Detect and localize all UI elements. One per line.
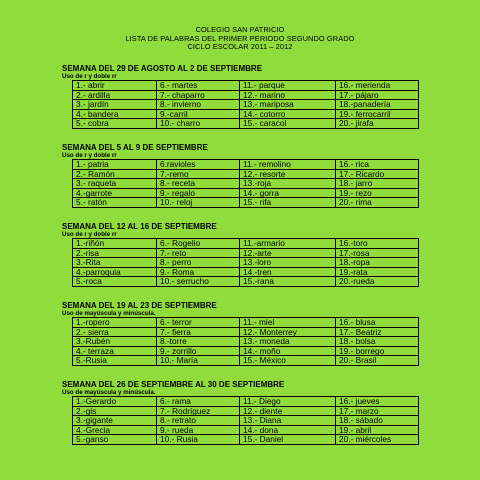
word-cell: 6.ravioles [157, 160, 240, 170]
word-cell: 7.-remo [157, 169, 240, 179]
word-cell: 7.- chaparro [157, 90, 240, 100]
word-cell: 19.- ferrocarril [336, 109, 419, 119]
table-row [73, 179, 419, 189]
school-name: COLEGIO SAN PATRICIO [195, 25, 285, 34]
word-cell: 7.- fierra [157, 327, 240, 337]
word-cell: 20.- rima [336, 198, 419, 208]
word-cell: 17.- Beatriz [336, 327, 419, 337]
word-cell: 11.- miel [240, 318, 336, 328]
word-cell: 5.- ratón [73, 198, 157, 208]
word-cell: 17.- pájaro [336, 90, 419, 100]
word-cell: 1.-riñón [73, 239, 157, 249]
word-cell: 7.- reto [157, 248, 240, 258]
word-cell: 16.- jueves [336, 397, 419, 407]
word-cell: 13.- mariposa [240, 100, 336, 110]
table-row [73, 90, 419, 100]
word-cell: 16.- rica [336, 160, 419, 170]
table-row [73, 267, 419, 277]
word-cell: 9.- rueda [157, 425, 240, 435]
word-table [72, 396, 419, 445]
word-cell: 4.- bandera [73, 109, 157, 119]
word-cell: 1.- abrir [73, 81, 157, 91]
word-cell: 14.- gorra [240, 188, 336, 198]
word-cell: 16.- merienda [336, 81, 419, 91]
word-cell: 11.- parque [240, 81, 336, 91]
school-cycle: CICLO ESCOLAR 2011 – 2012 [187, 42, 293, 52]
word-cell: 18.- sábado [336, 416, 419, 426]
word-cell: 12.- Monterrey [240, 327, 336, 337]
word-table [72, 159, 419, 208]
word-cell: 10.- reloj [157, 198, 240, 208]
word-cell: 2.- ardilla [73, 90, 157, 100]
word-cell: 4.- terraza [73, 346, 157, 356]
word-cell: 2.-gis [73, 406, 157, 416]
word-cell: 4.-parroquia [73, 267, 157, 277]
word-cell: 20.- jirafa [336, 119, 419, 129]
word-cell: 6.- Rogelio [157, 239, 240, 249]
word-cell: 3.- raqueta [73, 179, 157, 189]
table-row [73, 337, 419, 347]
table-row [73, 277, 419, 287]
table-row [73, 327, 419, 337]
word-cell: 10.- serrucho [157, 277, 240, 287]
table-row [73, 258, 419, 268]
word-cell: 10.- charro [157, 119, 240, 129]
word-cell: 6.- terror [157, 318, 240, 328]
word-cell: 14.-tren [240, 267, 336, 277]
week-subtitle: Uso de r y doble rr [62, 152, 117, 159]
word-cell: 15.-rana [240, 277, 336, 287]
week-title: SEMANA DEL 19 AL 23 DE SEPTIEMBRE [62, 301, 217, 310]
table-row [73, 169, 419, 179]
week-section [62, 380, 422, 445]
word-cell: 5.-roca [73, 277, 157, 287]
word-cell: 2.- sierra [73, 327, 157, 337]
word-cell: 8.- retrato [157, 416, 240, 426]
word-cell: 8.-torre [157, 337, 240, 347]
word-cell: 17.- marzo [336, 406, 419, 416]
word-cell: 4.-Grecia [73, 425, 157, 435]
word-cell: 11.- Diego [240, 397, 336, 407]
word-cell: 16.- blusa [336, 318, 419, 328]
week-title: SEMANA DEL 29 DE AGOSTO AL 2 DE SEPTIEMBRE [62, 64, 263, 73]
word-cell: 3.-gigante [73, 416, 157, 426]
word-cell: 15.- México [240, 356, 336, 366]
week-subtitle: Uso de r y doble rr [62, 73, 117, 80]
word-cell: 15.- rifa [240, 198, 336, 208]
word-cell: 5.- cobra [73, 119, 157, 129]
word-cell: 6.- martes [157, 81, 240, 91]
table-row [73, 416, 419, 426]
table-row [73, 397, 419, 407]
word-cell: 18.-panadería [336, 100, 419, 110]
table-row [73, 119, 419, 129]
word-cell: 11.-armario [240, 239, 336, 249]
week-subtitle: Uso de mayúscula y minúscula. [62, 389, 156, 396]
word-cell: 13.-loro [240, 258, 336, 268]
word-cell: 9.- Roma [157, 267, 240, 277]
word-cell: 20.-rueda [336, 277, 419, 287]
table-row [73, 346, 419, 356]
word-cell: 17.- Ricardo [336, 169, 419, 179]
word-table [72, 80, 419, 129]
week-section [62, 64, 422, 129]
word-cell: 2.-risa [73, 248, 157, 258]
word-cell: 9.- zorrillo [157, 346, 240, 356]
word-cell: 4.-garrote [73, 188, 157, 198]
word-cell: 10.- María [157, 356, 240, 366]
word-table [72, 317, 419, 366]
word-cell: 19.- borrego [336, 346, 419, 356]
table-row [73, 81, 419, 91]
word-cell: 14.- cotorro [240, 109, 336, 119]
word-cell: 14.- moño [240, 346, 336, 356]
word-cell: 12.- resorte [240, 169, 336, 179]
word-cell: 18.-ropa [336, 258, 419, 268]
document-header [0, 26, 480, 52]
word-cell: 17.-rosa [336, 248, 419, 258]
word-cell: 16.-toro [336, 239, 419, 249]
word-cell: 11.- remolino [240, 160, 336, 170]
table-row [73, 188, 419, 198]
word-cell: 3.-Rubén [73, 337, 157, 347]
word-cell: 5.-Rusia [73, 356, 157, 366]
table-row [73, 100, 419, 110]
word-cell: 20.- miércoles [336, 435, 419, 445]
word-cell: 19.- rezo [336, 188, 419, 198]
word-cell: 15.- Daniel [240, 435, 336, 445]
word-cell: 18.- bolsa [336, 337, 419, 347]
word-cell: 12.- diente [240, 406, 336, 416]
word-cell: 3.- jardín [73, 100, 157, 110]
word-cell: 13.- moneda [240, 337, 336, 347]
table-row [73, 109, 419, 119]
word-cell: 18.- jarro [336, 179, 419, 189]
word-cell: 1.-Gerardo [73, 397, 157, 407]
word-cell: 8.- receta [157, 179, 240, 189]
word-cell: 13.- Diana [240, 416, 336, 426]
week-section [62, 222, 422, 287]
week-title: SEMANA DEL 5 AL 9 DE SEPTIEMBRE [62, 143, 208, 152]
list-title: LISTA DE PALABRAS DEL PRIMER PERIODO SEGUNDO GRADO [125, 33, 355, 43]
word-cell: 5.-ganso [73, 435, 157, 445]
table-row [73, 248, 419, 258]
week-subtitle: Uso de r y doble rr [62, 231, 117, 238]
word-cell: 14.- dona [240, 425, 336, 435]
word-cell: 1.-ropero [73, 318, 157, 328]
week-subtitle: Uso de mayúscula y minúscula. [62, 310, 156, 317]
word-cell: 1.- patria [73, 160, 157, 170]
table-row [73, 356, 419, 366]
word-cell: 15.- caracol [240, 119, 336, 129]
word-cell: 12.-arte [240, 248, 336, 258]
word-cell: 20.- Brasil [336, 356, 419, 366]
word-cell: 9.- regalo [157, 188, 240, 198]
word-cell: 8.- invierno [157, 100, 240, 110]
table-row [73, 198, 419, 208]
word-cell: 10.- Rusia [157, 435, 240, 445]
table-row [73, 425, 419, 435]
word-cell: 13.-roja [240, 179, 336, 189]
word-cell: 8.- perro [157, 258, 240, 268]
week-title: SEMANA DEL 12 AL 16 DE SEPTIEMBRE [62, 222, 217, 231]
word-cell: 19.- abril [336, 425, 419, 435]
word-cell: 6.- rama [157, 397, 240, 407]
word-cell: 19.-rata [336, 267, 419, 277]
table-row [73, 406, 419, 416]
word-cell: 7.- Rodríguez [157, 406, 240, 416]
week-section [62, 143, 422, 208]
week-section [62, 301, 422, 366]
week-title: SEMANA DEL 26 DE SEPTIEMBRE AL 30 DE SEPTIEMBRE [62, 380, 285, 389]
table-row [73, 435, 419, 445]
table-row [73, 160, 419, 170]
word-cell: 9.-carril [157, 109, 240, 119]
table-row [73, 318, 419, 328]
table-row [73, 239, 419, 249]
word-cell: 3.-Rita [73, 258, 157, 268]
word-cell: 12.- marino [240, 90, 336, 100]
word-cell: 2.- Ramón [73, 169, 157, 179]
word-table [72, 238, 419, 287]
